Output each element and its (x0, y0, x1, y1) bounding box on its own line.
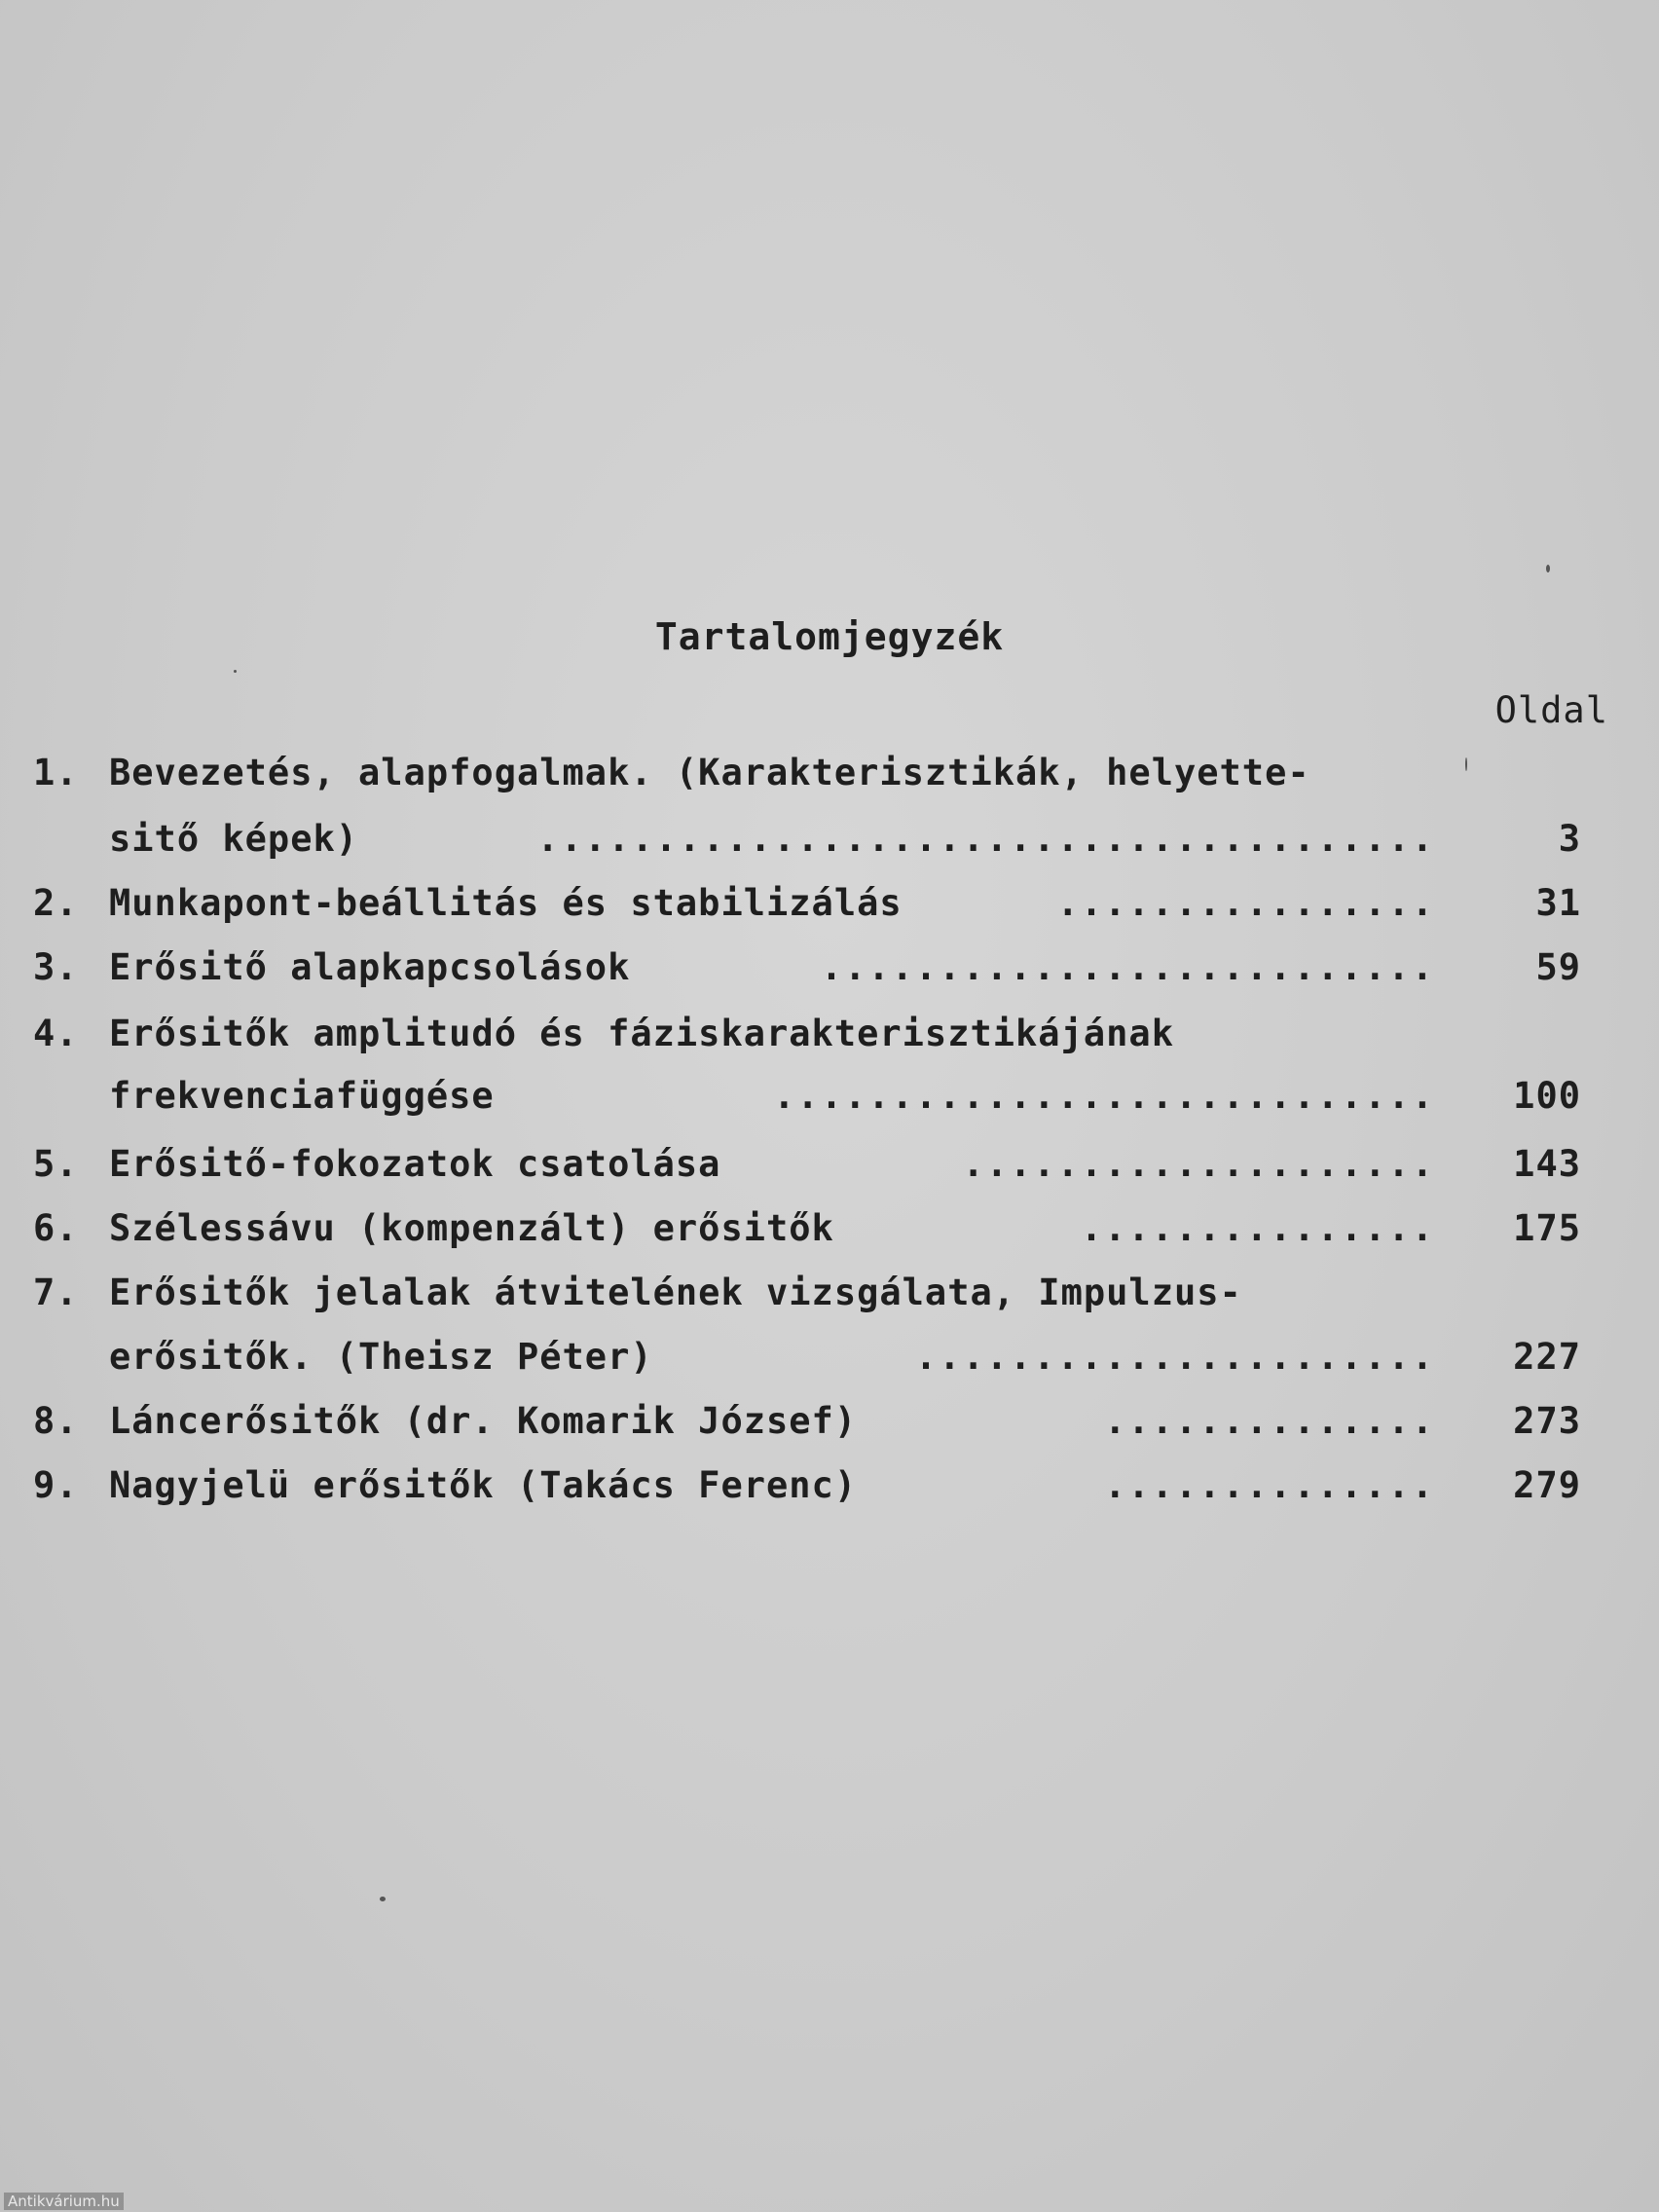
entry-number: 6. (33, 1207, 79, 1249)
entry-title-line: erősitők. (Theisz Péter) (109, 1336, 653, 1378)
entry-title-line: Nagyjelü erősitők (Takács Ferenc) (109, 1464, 858, 1506)
entry-page-number: 279 (1513, 1464, 1581, 1506)
entry-page-number: 31 (1535, 882, 1581, 924)
entry-number: 7. (33, 1272, 79, 1313)
toc-entry-4 (0, 1013, 1659, 1061)
entry-number: 3. (33, 946, 79, 988)
toc-entry-7-cont (0, 1336, 1659, 1384)
entry-number: 4. (33, 1013, 79, 1054)
entry-title-line: Erősitők jelalak átvitelének vizsgálata, Impulzus- (109, 1272, 1242, 1313)
leader-dots: .............. (1104, 1464, 1435, 1506)
paper-speck (380, 1897, 386, 1901)
leader-dots: ................ (1056, 882, 1435, 924)
toc-entry-3 (0, 946, 1659, 995)
entry-page-number: 227 (1513, 1336, 1581, 1378)
entry-title-line: frekvenciafüggése (109, 1075, 495, 1117)
entry-title-line: Erősitők amplitudó és fáziskarakterisztikájának (109, 1013, 1174, 1054)
toc-entry-2 (0, 882, 1659, 931)
entry-number: 2. (33, 882, 79, 924)
entry-number: 5. (33, 1143, 79, 1185)
leader-dots: .............. (1104, 1400, 1435, 1442)
entry-page-number: 100 (1513, 1075, 1581, 1117)
leader-dots: ............................ (773, 1075, 1435, 1117)
entry-title-line: Erősitő alapkapcsolások (109, 946, 631, 988)
toc-title: Tartalomjegyzék (654, 615, 1005, 658)
entry-number: 1. (33, 752, 79, 793)
toc-entry-9 (0, 1464, 1659, 1513)
entry-title-line: Erősitő-fokozatok csatolása (109, 1143, 721, 1185)
toc-entry-1 (0, 752, 1659, 800)
leader-dots: .......................... (820, 946, 1435, 988)
toc-entry-4-cont (0, 1075, 1659, 1124)
entry-title-line: Bevezetés, alapfogalmak. (Karakterisztikák, helyette- (109, 752, 1310, 793)
entry-title-line: Szélessávu (kompenzált) erősitők (109, 1207, 834, 1249)
entry-number: 8. (33, 1400, 79, 1442)
paper-speck (1465, 757, 1467, 771)
entry-number: 9. (33, 1464, 79, 1506)
entry-page-number: 175 (1513, 1207, 1581, 1249)
leader-dots: ...................... (914, 1336, 1435, 1378)
entry-title-line: Láncerősitők (dr. Komarik József) (109, 1400, 858, 1442)
entry-page-number: 3 (1558, 818, 1581, 860)
page-column-header: Oldal (1494, 689, 1608, 731)
entry-title-line: sitő képek) (109, 818, 359, 860)
entry-page-number: 59 (1535, 946, 1581, 988)
toc-entry-8 (0, 1400, 1659, 1449)
toc-entry-6 (0, 1207, 1659, 1256)
paper-speck (234, 670, 237, 673)
paper-speck (1546, 565, 1550, 572)
toc-entry-1-cont (0, 818, 1659, 866)
leader-dots: ............... (1080, 1207, 1435, 1249)
entry-page-number: 273 (1513, 1400, 1581, 1442)
leader-dots: ...................................... (536, 818, 1435, 860)
entry-page-number: 143 (1513, 1143, 1581, 1185)
toc-entry-5 (0, 1143, 1659, 1192)
toc-entry-7 (0, 1272, 1659, 1320)
leader-dots: .................... (962, 1143, 1435, 1185)
watermark: Antikvárium.hu (4, 2193, 124, 2210)
entry-title-line: Munkapont-beállitás és stabilizálás (109, 882, 903, 924)
